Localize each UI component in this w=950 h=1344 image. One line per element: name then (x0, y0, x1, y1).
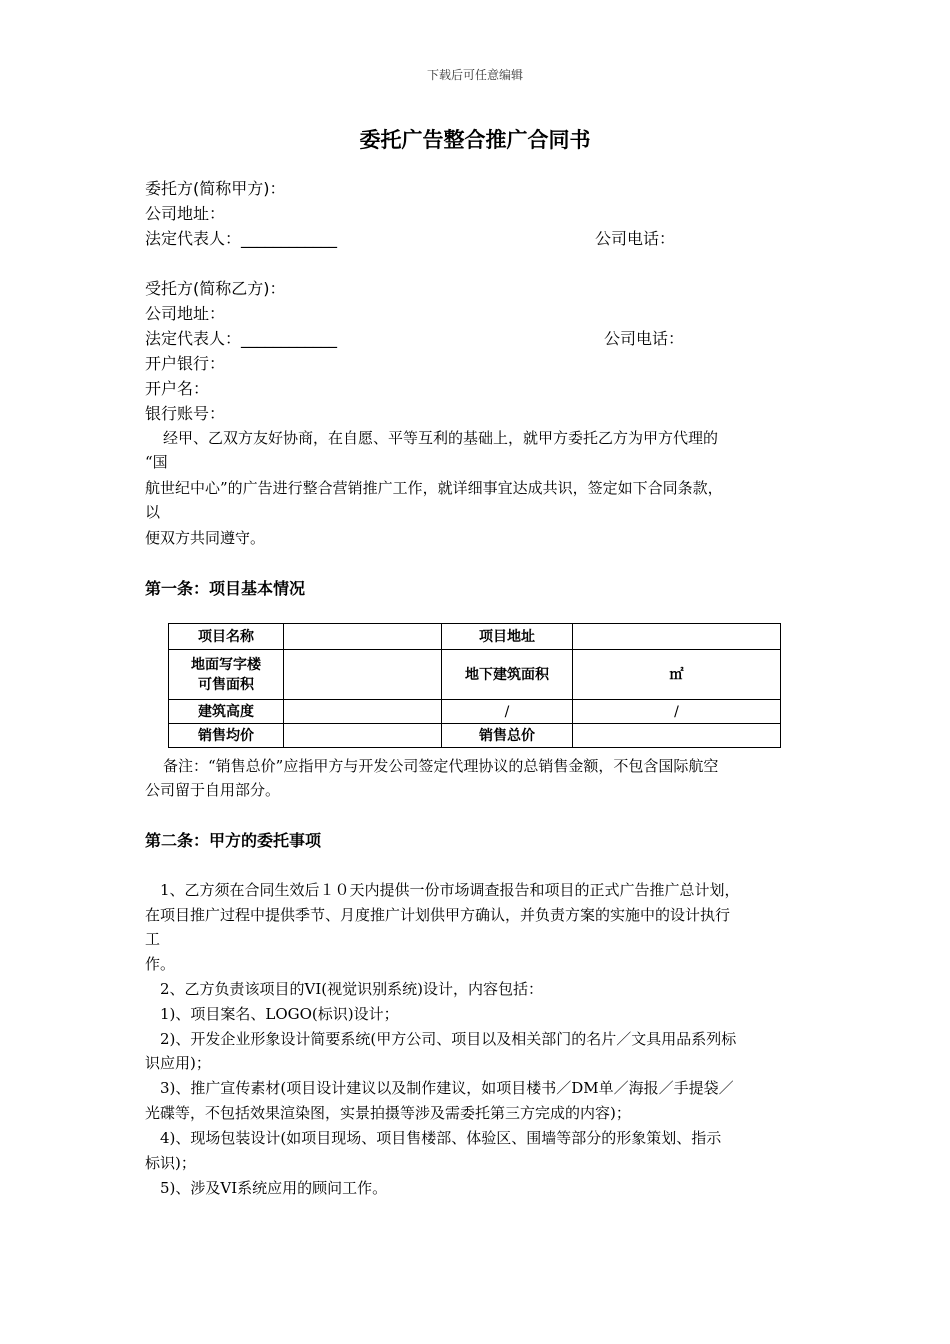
slash-cell: / (573, 700, 781, 724)
section-2-line: 标识)； (145, 1154, 196, 1172)
table-note: 公司留于自用部分。 (145, 781, 281, 799)
total-price-label: 销售总价 (442, 724, 573, 748)
party-b-address-label: 公司地址： (145, 304, 226, 323)
ground-saleable-area-label (169, 650, 284, 700)
ground-saleable-area-value (284, 650, 442, 700)
party-b-representative-label: 法定代表人：____________ (145, 329, 338, 348)
section-2-line: 3)、推广宣传素材(项目设计建议以及制作建议，如项目楼书／DM单／海报／手提袋／ (160, 1079, 734, 1097)
underground-area-label: 地下建筑面积 (442, 650, 573, 700)
intro-line: 以 (145, 503, 161, 521)
table-row (169, 624, 781, 650)
section-2-line: 工 (145, 930, 161, 948)
section-2-heading: 第二条：甲方的委托事项 (145, 831, 322, 850)
section-2-line: 1、乙方须在合同生效后１０天内提供一份市场调查报告和项目的正式广告推广总计划， (160, 881, 740, 899)
ground-area-label-line2: 可售面积 (198, 676, 254, 693)
document-title: 委托广告整合推广合同书 (359, 128, 591, 152)
underground-area-unit: ㎡ (573, 650, 781, 700)
section-2-line: 4)、现场包装设计(如项目现场、项目售楼部、体验区、围墙等部分的形象策划、指示 (160, 1129, 722, 1147)
ground-area-label-line1: 地面写字楼 (191, 656, 261, 673)
section-2-line: 识应用)； (145, 1054, 211, 1072)
building-height-value (284, 700, 442, 724)
section-2-line: 1)、项目案名、LOGO(标识)设计； (160, 1005, 399, 1023)
section-2-line: 作。 (145, 955, 176, 973)
average-price-label: 销售均价 (169, 724, 284, 748)
party-b-phone-label: 公司电话： (604, 329, 685, 348)
party-b-account-number-label: 银行账号： (145, 404, 226, 423)
party-b-name-label: 受托方(简称乙方)： (145, 279, 286, 298)
section-2-line: 5)、涉及VI系统应用的顾问工作。 (160, 1179, 388, 1197)
download-watermark: 下载后可任意编辑 (426, 68, 523, 82)
project-address-value (573, 624, 781, 650)
party-a-address-label: 公司地址： (145, 204, 226, 223)
project-address-label: 项目地址 (442, 624, 573, 650)
project-name-label: 项目名称 (169, 624, 284, 650)
table-row (169, 700, 781, 724)
section-1-heading: 第一条：项目基本情况 (145, 579, 306, 598)
party-a-name-label: 委托方(简称甲方)： (145, 179, 286, 198)
section-2-line: 2、乙方负责该项目的VI(视觉识别系统)设计，内容包括： (160, 980, 544, 998)
intro-line: 航世纪中心”的广告进行整合营销推广工作，就详细事宜达成共识，签定如下合同条款， (145, 479, 723, 497)
total-price-value (573, 724, 781, 748)
building-height-label: 建筑高度 (169, 700, 284, 724)
table-row (169, 650, 781, 700)
intro-line: “国 (145, 453, 168, 471)
section-2-line: 2)、开发企业形象设计简要系统(甲方公司、项目以及相关部门的名片／文具用品系列标 (160, 1030, 737, 1048)
party-b-account-name-label: 开户名： (145, 379, 210, 398)
intro-line: 便双方共同遵守。 (145, 529, 266, 547)
table-row (169, 724, 781, 748)
intro-line: 经甲、乙双方友好协商，在自愿、平等互利的基础上，就甲方委托乙方为甲方代理的 (163, 429, 719, 447)
slash-cell: / (442, 700, 573, 724)
project-name-value (284, 624, 442, 650)
party-b-bank-label: 开户银行： (145, 354, 226, 373)
section-2-line: 光碟等，不包括效果渲染图，实景拍摄等涉及需委托第三方完成的内容)； (145, 1104, 631, 1122)
project-info-table (168, 623, 781, 748)
section-2-line: 在项目推广过程中提供季节、月度推广计划供甲方确认，并负责方案的实施中的设计执行 (145, 906, 731, 924)
average-price-value (284, 724, 442, 748)
party-a-representative-label: 法定代表人：____________ (145, 229, 338, 248)
table-note: 备注：“销售总价”应指甲方与开发公司签定代理协议的总销售金额，不包含国际航空 (163, 757, 719, 775)
party-a-phone-label: 公司电话： (595, 229, 676, 248)
